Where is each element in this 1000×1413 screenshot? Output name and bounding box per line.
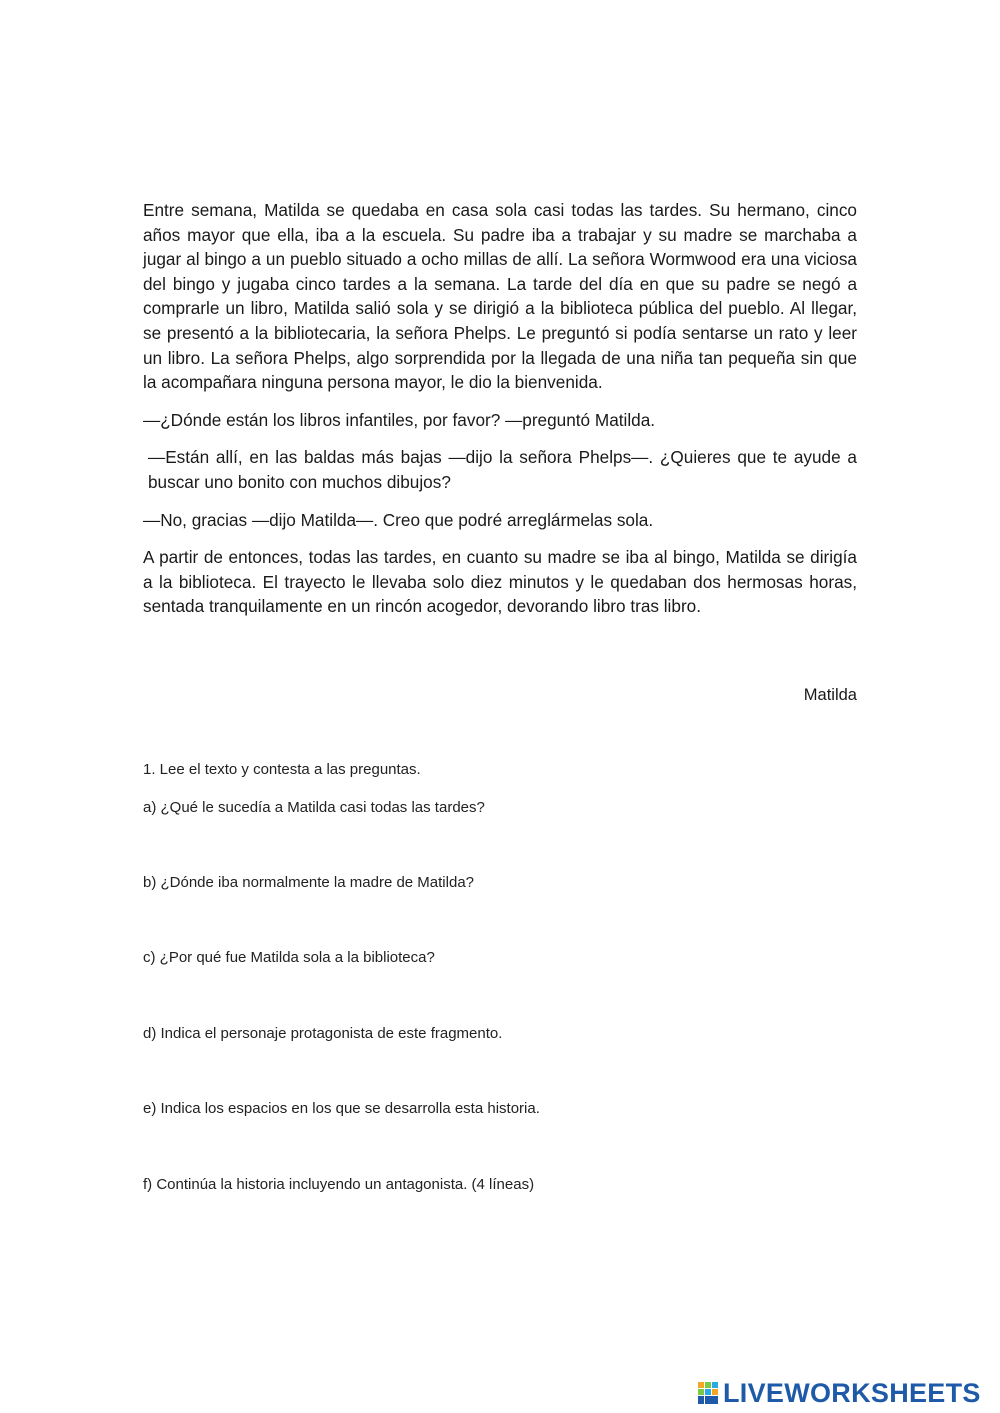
exercise-instruction: 1. Lee el texto y contesta a las preguntas. [143,761,421,778]
answer-field-d[interactable] [143,1048,857,1096]
story-paragraph-1: Entre semana, Matilda se quedaba en casa sola casi todas las tardes. Su hermano, cinco años mayor que ella, iba a la escuela. Su padre iba a trabajar y su madre se marchaba a jugar al bingo a un pueblo situado a ocho millas de allí. La señora Wormwood era una viciosa del bingo y jugaba cinco tardes a la semana. La tarde del día en que su padre se negó a comprarle un libro, Matilda salió sola y se dirigió a la biblioteca pública del pueblo. Al llegar, se presentó a la bibliotecaria, la señora Phelps. Le preguntó si podía sentarse un rato y leer un libro. La señora Phelps, algo sorprendida por la llegada de una niña tan pequeña sin que la acompañara ninguna persona mayor, le dio la bienvenida. [143,200,857,393]
answer-field-a[interactable] [143,822,857,870]
story-paragraph-4: —No, gracias —dijo Matilda—. Creo que podré arreglármelas sola. [143,509,654,530]
answer-field-e[interactable] [143,1123,857,1171]
story-source: Matilda [803,686,857,704]
answer-field-c[interactable] [143,972,857,1020]
question-f: f) Continúa la historia incluyendo un antagonista. (4 líneas) [143,1176,535,1193]
question-d: d) Indica el personaje protagonista de este fragmento. [143,1025,503,1042]
answer-field-f[interactable] [143,1199,857,1309]
liveworksheets-branding [698,1378,981,1408]
story-paragraph-5: A partir de entonces, todas las tardes, en cuanto su madre se iba al bingo, Matilda se dirigía a la biblioteca. El trayecto le llevaba solo diez minutos y le quedaban dos hermosas horas, sentada tranquilamente en un rincón acogedor, devorando libro tras libro. [143,547,857,617]
answer-field-b[interactable] [143,897,857,945]
question-c: c) ¿Por qué fue Matilda sola a la biblioteca? [143,949,435,966]
brand-name: LIVEWORKSHEETS [723,1378,981,1408]
story-paragraph-3: —Están allí, en las baldas más bajas —dijo la señora Phelps—. ¿Quieres que te ayude a buscar uno bonito con muchos dibujos? [148,447,857,492]
story-paragraph-2: —¿Dónde están los libros infantiles, por favor? —preguntó Matilda. [143,409,656,430]
liveworksheets-logo-icon [698,1380,720,1406]
question-a: a) ¿Qué le sucedía a Matilda casi todas las tardes? [143,799,485,816]
question-b: b) ¿Dónde iba normalmente la madre de Matilda? [143,874,475,891]
question-e: e) Indica los espacios en los que se desarrolla esta historia. [143,1100,540,1117]
story-text [143,198,857,632]
